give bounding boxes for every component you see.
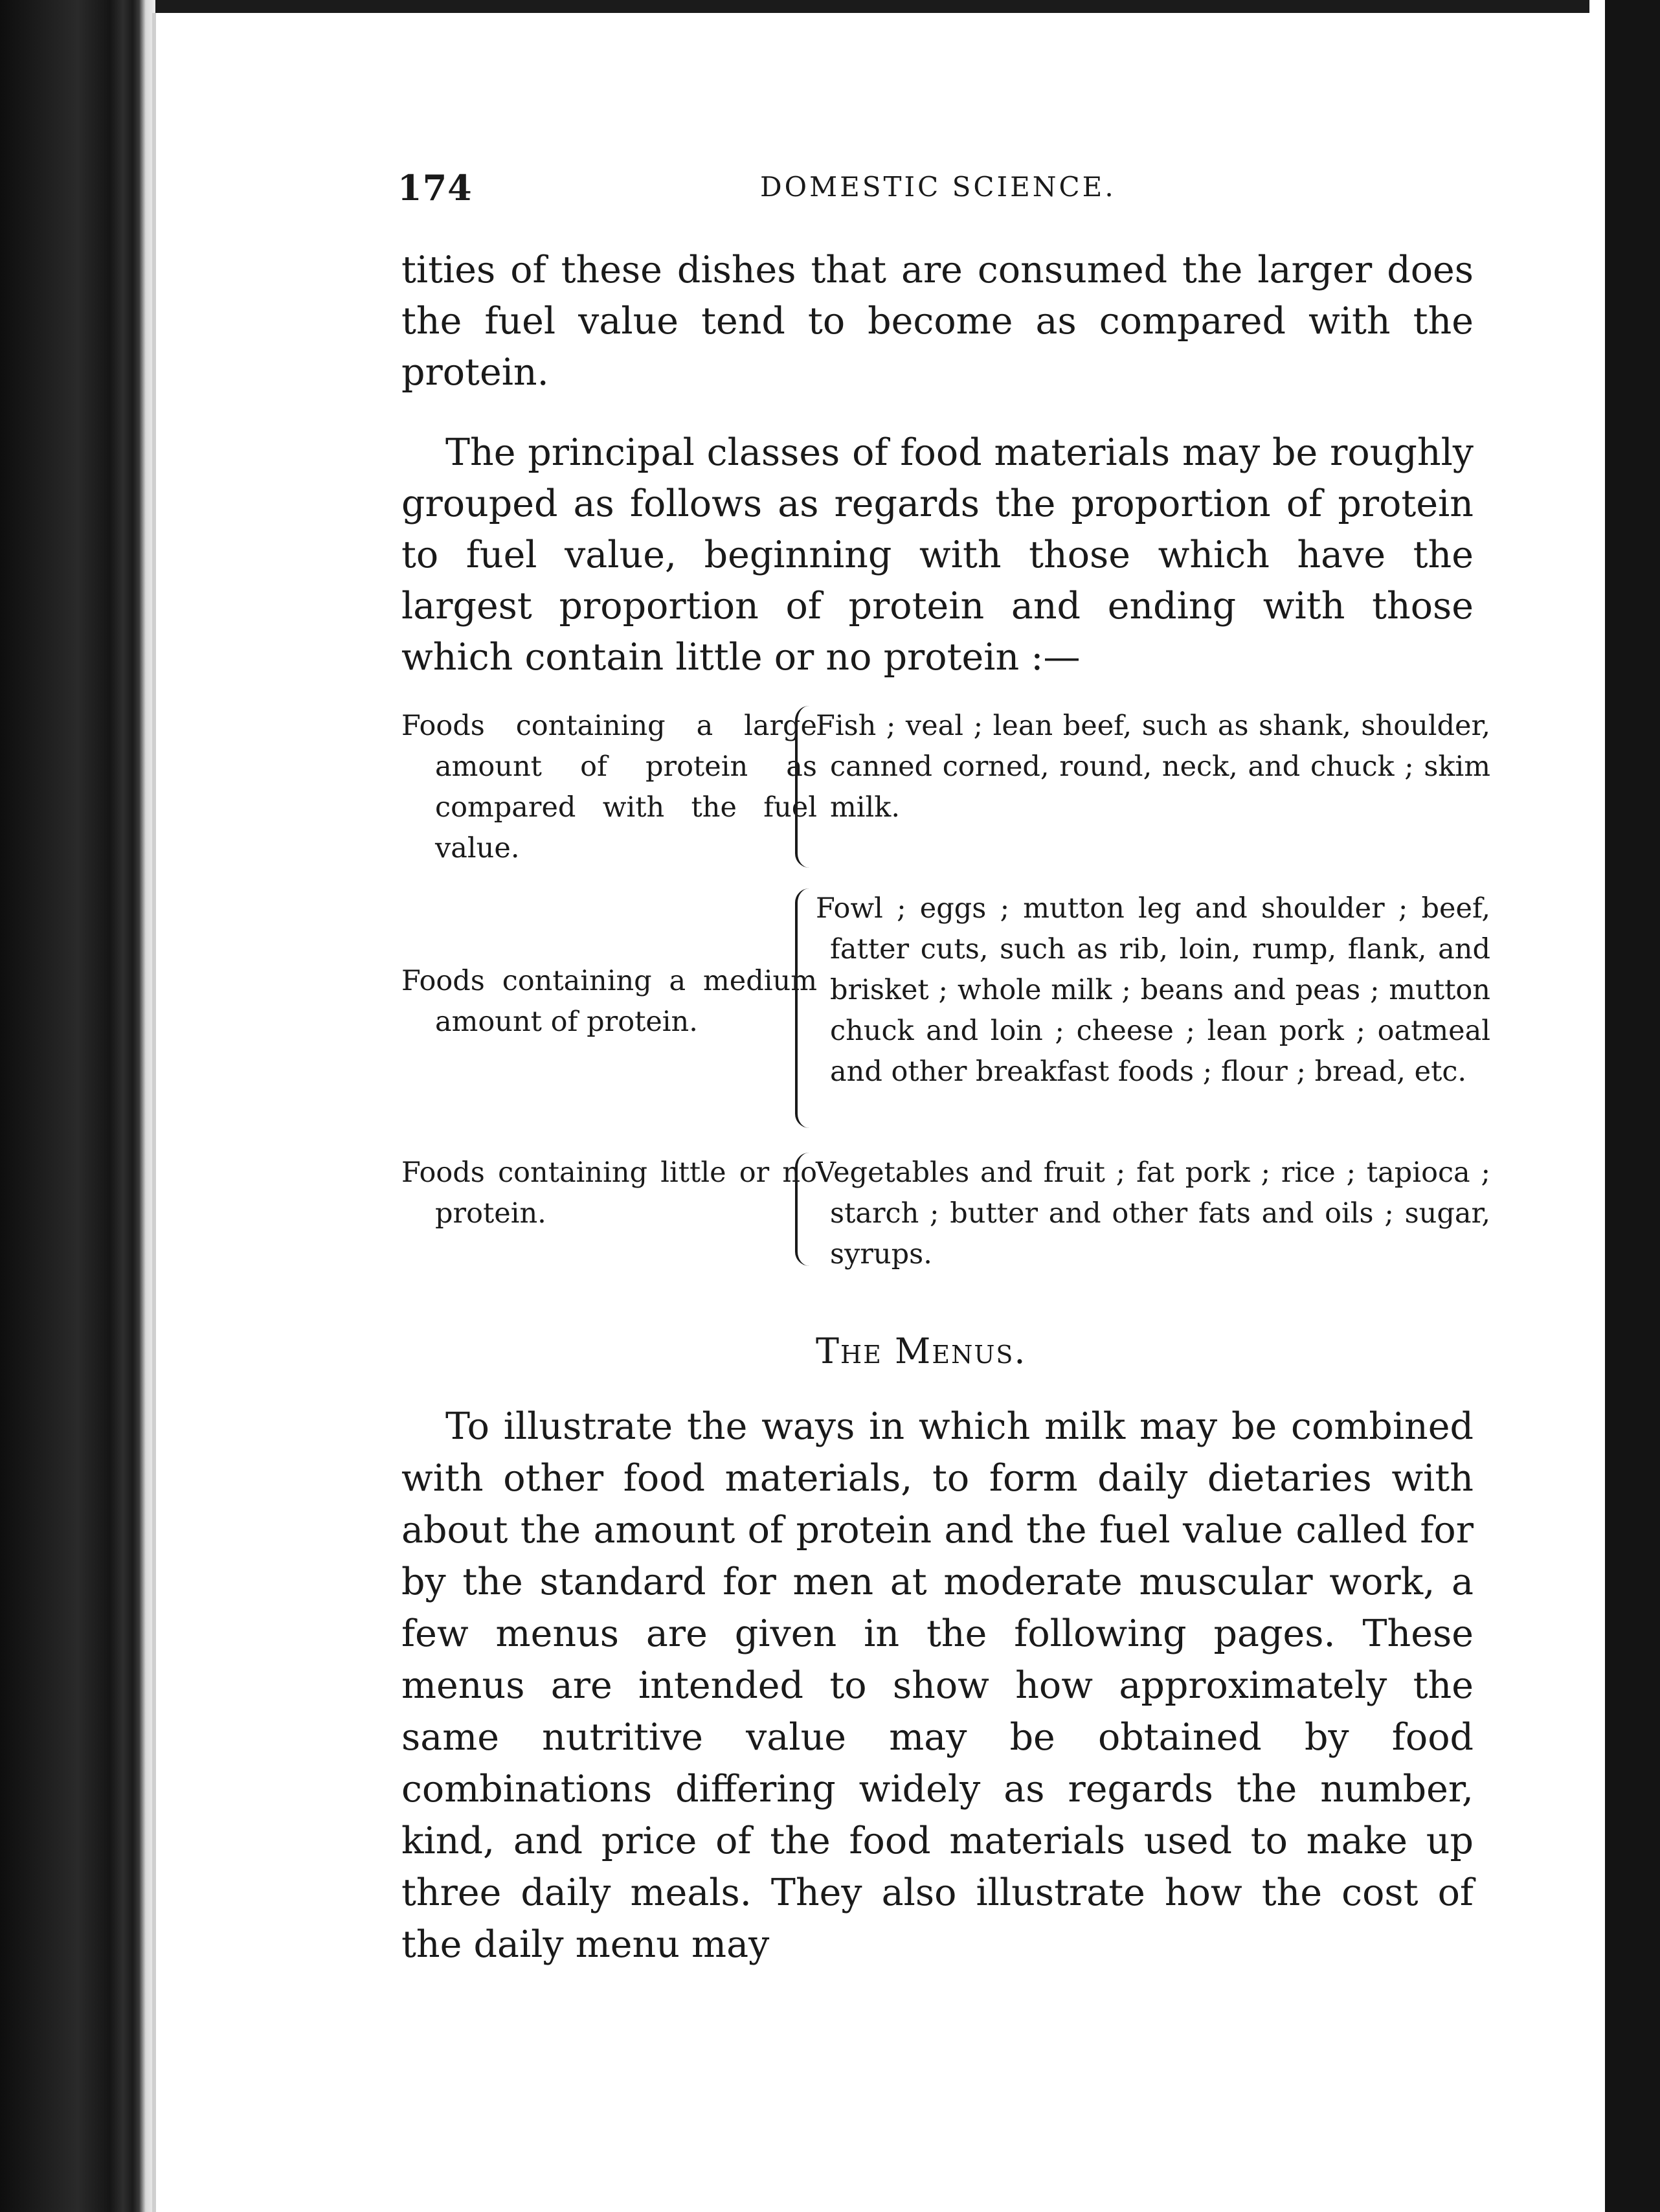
food-group-little-protein [401, 1153, 1490, 1282]
page-number: 174 [398, 167, 473, 209]
book-spine-edge [0, 0, 155, 2212]
food-group-label: Foods containing a large amount of protein as compared with the fuel value. [401, 710, 817, 864]
brace-icon [795, 706, 811, 868]
paragraph-continuation: tities of these dishes that are consumed the larger does the fuel value tend to become as compared with the protein. [401, 249, 1474, 394]
food-group-items: Fish ; veal ; lean beef, such as shank, shoulder, canned corned, round, neck, and chuck ; skim milk. [816, 710, 1490, 824]
paragraph-menus: To illustrate the ways in which milk may be combined with other food materials, to form daily dietaries with about the amount of protein and the fuel value called for by the standard for men at moderate muscular work, a few menus are given in the following pages. These menus are intended to show how approximately the same nutritive value may be obtained by food combinations differing widely as regards the number, kind, and price of the food materials used to make up three daily meals. They also illustrate how the cost of the daily menu may [401, 1405, 1474, 1966]
paragraph-food-classes-intro: The principal classes of food materials may be roughly grouped as follows as regards the proportion of protein to fuel value, beginning with those which have the largest proportion of protein and ending with those which contain little or no protein :— [401, 431, 1474, 679]
running-title: DOMESTIC SCIENCE. [760, 171, 1116, 203]
food-group-large-protein [401, 706, 1490, 874]
food-group-items: Vegetables and fruit ; fat pork ; rice ; tapioca ; starch ; butter and other fats and oils ; sugar, syrups. [816, 1157, 1490, 1270]
adjacent-page-edge [1589, 0, 1660, 2212]
food-group-items: Fowl ; eggs ; mutton leg and shoulder ; beef, fatter cuts, such as rib, loin, rump, flank, and brisket ; whole milk ; beans and peas ; mutton chuck and loin ; cheese ; lean pork ; oatmeal and other breakfast foods ; flour ; bread, etc. [816, 892, 1490, 1088]
section-heading: The Menus. [816, 1331, 1027, 1371]
food-group-label: Foods containing a medium amount of protein. [401, 965, 817, 1038]
food-group-label: Foods containing little or no protein. [401, 1157, 817, 1230]
running-head [398, 167, 1472, 212]
brace-icon [795, 888, 811, 1128]
brace-icon [795, 1153, 811, 1266]
food-group-medium-protein [401, 888, 1490, 1134]
